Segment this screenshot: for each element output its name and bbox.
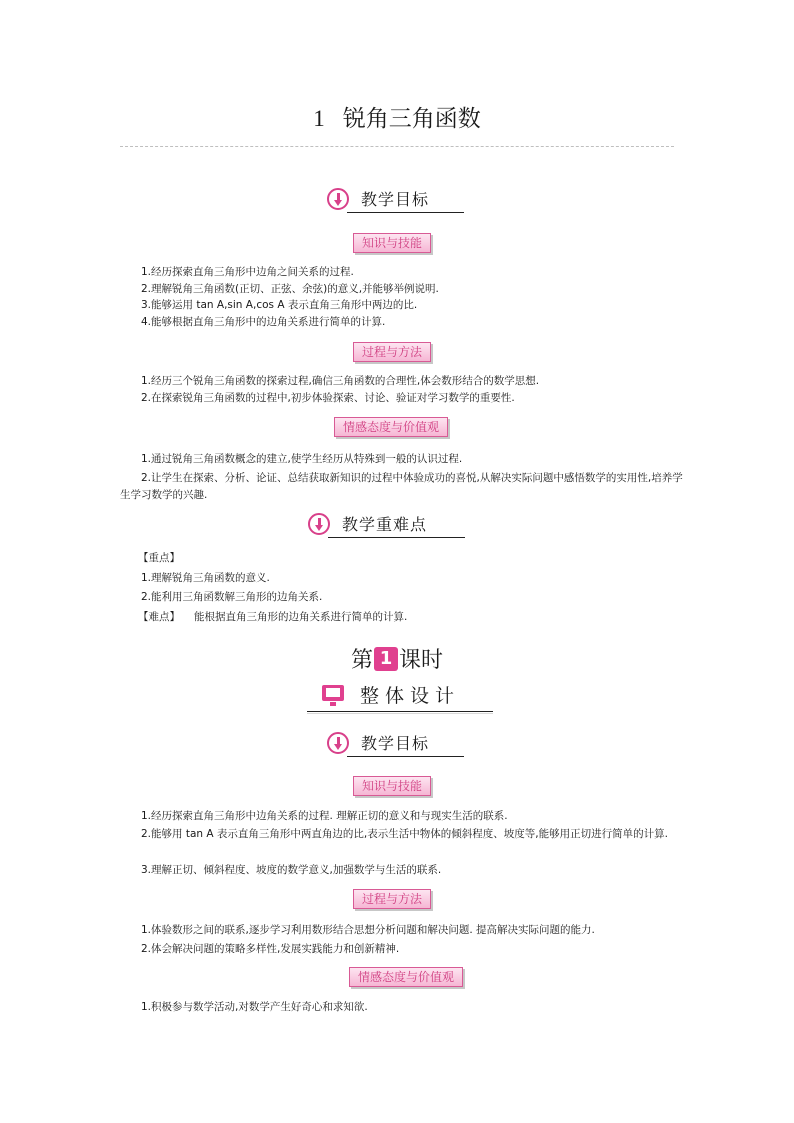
badge-knowledge: 知识与技能 [353,233,431,253]
badge-process-2: 过程与方法 [353,889,431,909]
monitor-icon [322,685,344,701]
section-heading-key-points [308,512,468,538]
lesson-title [0,643,794,674]
emotion-list-2 [141,999,368,1016]
list-item: 1.经历三个锐角三角函数的探索过程,确信三角函数的合理性,体会数形结合的数学思想. [141,375,540,387]
badge-emotion-2: 情感态度与价值观 [349,967,463,987]
title-text: 锐角三角函数 [342,106,481,132]
lesson-suffix: 课时 [399,648,444,673]
list-item: 3.能够运用 tan A,sin A,cos A 表示直角三角形中两边的比. [141,299,418,311]
section-heading-goals [327,187,467,213]
title-number: 1 [313,106,325,131]
lesson-prefix: 第 [350,648,373,673]
section-heading-goals-2 [327,731,467,757]
badge-knowledge-2: 知识与技能 [353,776,431,796]
overall-design-label: 整体设计 [360,685,461,707]
list-item: 1.理解锐角三角函数的意义. [141,571,270,584]
arrow-down-icon [327,188,349,210]
heading-underline [328,537,465,538]
dashed-divider [120,146,674,147]
badge-process: 过程与方法 [353,342,431,362]
lesson-number-badge: 1 [374,647,398,671]
list-item: 1.积极参与数学活动,对数学产生好奇心和求知欲. [141,1001,368,1013]
section-heading-label: 教学重难点 [342,515,428,534]
list-item: 1.通过锐角三角函数概念的建立,使学生经历从特殊到一般的认识过程. [141,453,463,465]
difficulty-text: 能根据直角三角形的边角关系进行简单的计算. [194,610,408,623]
heading-underline [307,711,493,712]
list-item: 2.能够用 tan A 表示直角三角形中两直角边的比,表示生活中物体的倾斜程度、坡度等,能够用正切进行简单的计算. [141,828,668,840]
list-item: 4.能够根据直角三角形中的边角关系进行简单的计算. [141,315,386,328]
knowledge-list-2 [141,808,508,825]
key-label: 【重点】 [138,552,180,564]
list-item: 1.经历探索直角三角形中边角关系的过程. 理解正切的意义和与现实生活的联系. [141,810,508,822]
list-item: 2.理解锐角三角函数(正切、正弦、余弦)的意义,并能够举例说明. [141,282,439,295]
knowledge-list [141,264,439,330]
list-item: 1.体验数形之间的联系,逐步学习利用数形结合思想分析问题和解决问题. 提高解决实际问题的能力. [141,924,595,936]
key-points [138,550,407,625]
arrow-down-icon [308,513,330,535]
process-list [141,373,539,406]
emotion-list [141,451,462,468]
heading-shadow-line [307,713,493,718]
monitor-stand [330,702,336,706]
list-item: 3.理解正切、倾斜程度、坡度的数学意义,加强数学与生活的联系. [141,864,442,876]
section-heading-label: 教学目标 [361,190,430,209]
list-item: 2.让学生在探索、分析、论证、总结获取新知识的过程中体验成功的喜悦,从解决实际问题中感悟数学的实用性,培养学生学习数学的兴趣. [120,472,683,501]
list-item: 1.经历探索直角三角形中边角之间关系的过程. [141,266,354,278]
difficulty-label: 【难点】 [138,610,180,623]
arrow-down-icon [327,732,349,754]
list-item: 2.体会解决问题的策略多样性,发展实践能力和创新精神. [141,942,400,955]
badge-emotion: 情感态度与价值观 [334,417,448,437]
process-list-2 [141,922,595,957]
section-heading-label: 教学目标 [361,734,430,753]
heading-underline [347,756,464,757]
heading-underline [347,212,464,213]
page-title [0,100,794,133]
list-item: 2.能利用三角函数解三角形的边角关系. [141,591,323,603]
list-item: 2.在探索锐角三角函数的过程中,初步体验探索、讨论、验证对学习数学的重要性. [141,391,515,404]
